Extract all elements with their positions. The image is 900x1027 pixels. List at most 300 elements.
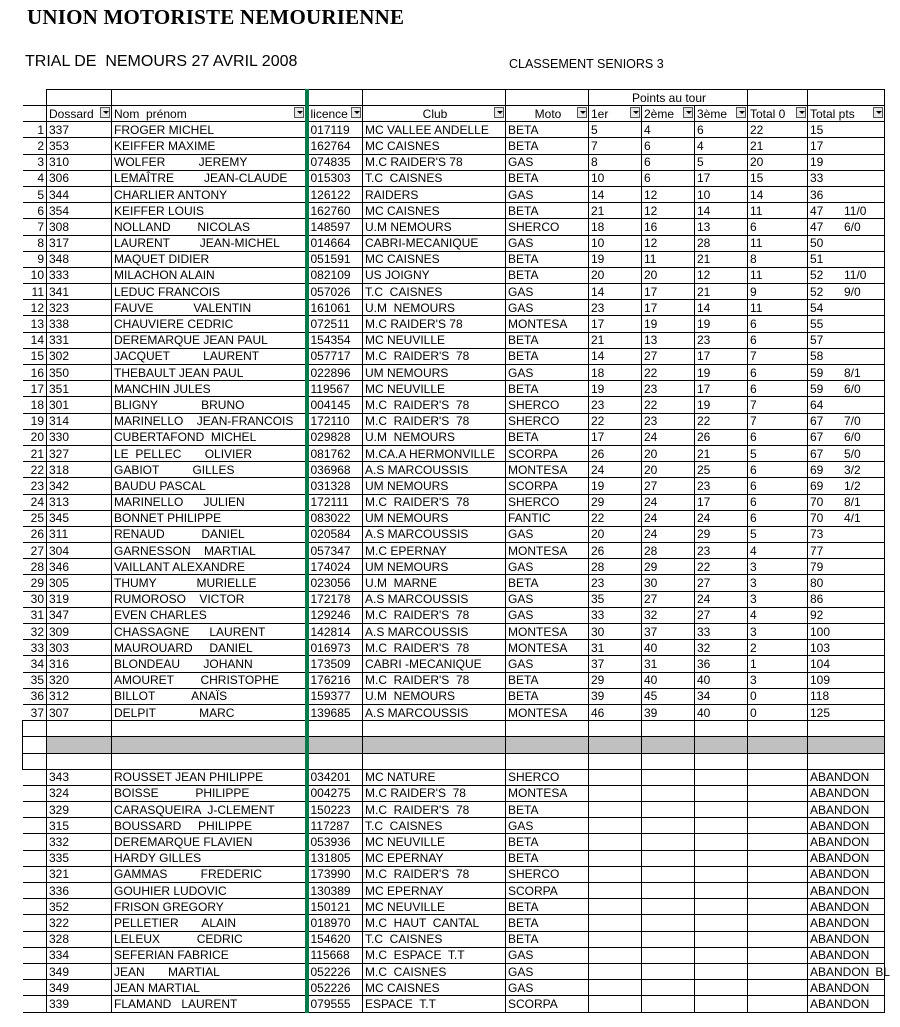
tour2-cell: 4 [642, 122, 695, 138]
tiebreak-value: 4/1 [844, 511, 861, 526]
total-pts-value: 80 [810, 576, 824, 591]
club-cell: UM NEMOURS [363, 365, 506, 381]
filter-dropdown-icon[interactable] [494, 107, 504, 118]
name-cell: BOISSE PHILIPPE [112, 785, 307, 801]
total0-cell [748, 980, 808, 996]
name-cell: MAQUET DIDIER [112, 251, 307, 267]
total0-cell: 4 [748, 543, 808, 559]
total0-cell: 3 [748, 624, 808, 640]
moto-cell: BETA [506, 203, 589, 219]
club-cell: MC VALLEE ANDELLE [363, 122, 506, 138]
dossard-cell: 347 [47, 607, 112, 623]
total-pts-cell [808, 397, 885, 413]
filter-dropdown-icon[interactable] [100, 107, 110, 118]
tour3-cell [695, 899, 748, 915]
total-pts-cell [808, 559, 885, 575]
tour2-cell: 19 [642, 316, 695, 332]
table-row [23, 688, 885, 704]
tour2-cell [642, 996, 695, 1012]
rank-cell [23, 834, 47, 850]
table-row [23, 365, 885, 381]
dossard-cell: 308 [47, 219, 112, 235]
total0-cell: 6 [748, 429, 808, 445]
tour1-cell: 17 [589, 429, 642, 445]
moto-cell: BETA [506, 122, 589, 138]
total0-cell [748, 769, 808, 785]
table-row [23, 154, 885, 170]
rank-cell [23, 931, 47, 947]
abandon-row [23, 899, 885, 915]
dossard-cell: 334 [47, 947, 112, 963]
licence-cell: 052226 [307, 980, 363, 996]
tour2-cell [642, 931, 695, 947]
rank-cell: 1 [23, 122, 47, 138]
tour3-cell: 40 [695, 704, 748, 720]
tour2-cell [642, 899, 695, 915]
table-row [23, 251, 885, 267]
tour2-cell: 45 [642, 688, 695, 704]
name-cell: RENAUD DANIEL [112, 526, 307, 542]
licence-cell: 172178 [307, 591, 363, 607]
club-cell: A.S MARCOUSSIS [363, 591, 506, 607]
licence-cell: 162764 [307, 138, 363, 154]
blank-row [23, 721, 885, 737]
dossard-cell: 343 [47, 769, 112, 785]
dossard-cell: 312 [47, 688, 112, 704]
tour1-cell [589, 866, 642, 882]
moto-cell: GAS [506, 607, 589, 623]
tour1-cell: 10 [589, 170, 642, 186]
status-cell: ABANDON [808, 915, 885, 931]
name-cell: MANCHIN JULES [112, 381, 307, 397]
name-cell: DEREMARQUE FLAVIEN [112, 834, 307, 850]
total-pts-cell [808, 154, 885, 170]
club-cell: T.C CAISNES [363, 818, 506, 834]
total0-cell [748, 915, 808, 931]
table-row [23, 429, 885, 445]
total-pts-value: 73 [810, 527, 824, 542]
tour3-cell: 25 [695, 462, 748, 478]
tour2-cell: 40 [642, 640, 695, 656]
table-row [23, 591, 885, 607]
total0-cell: 6 [748, 332, 808, 348]
rank-cell [23, 802, 47, 818]
licence-cell: 139685 [307, 704, 363, 720]
status-cell: ABANDON [808, 899, 885, 915]
tour1-cell: 23 [589, 300, 642, 316]
filter-dropdown-icon[interactable] [351, 107, 361, 118]
organization-title: UNION MOTORISTE NEMOURIENNE [27, 5, 405, 29]
moto-cell: BETA [506, 429, 589, 445]
moto-cell: SCORPA [506, 478, 589, 494]
rank-cell: 36 [23, 688, 47, 704]
total0-cell: 0 [748, 688, 808, 704]
name-cell: CHASSAGNE LAURENT [112, 624, 307, 640]
total0-cell: 6 [748, 462, 808, 478]
total-pts-cell [808, 656, 885, 672]
status-cell: ABANDON [808, 996, 885, 1012]
abandon-row [23, 947, 885, 963]
dossard-cell: 330 [47, 429, 112, 445]
tour1-cell: 28 [589, 559, 642, 575]
licence-cell: 023056 [307, 575, 363, 591]
filter-dropdown-icon[interactable] [683, 107, 693, 118]
total-pts-value: 50 [810, 236, 824, 251]
total-pts-value: 54 [810, 300, 824, 315]
status-cell: ABANDON [808, 769, 885, 785]
tour3-cell: 10 [695, 186, 748, 202]
licence-cell: 150121 [307, 899, 363, 915]
moto-cell: MONTESA [506, 316, 589, 332]
dossard-cell: 315 [47, 818, 112, 834]
dossard-cell: 341 [47, 284, 112, 300]
abandon-row [23, 850, 885, 866]
licence-cell: 142814 [307, 624, 363, 640]
tour3-cell: 17 [695, 170, 748, 186]
tour2-cell: 24 [642, 526, 695, 542]
club-cell: M.C RAIDER'S 78 [363, 154, 506, 170]
dossard-cell: 346 [47, 559, 112, 575]
rank-cell: 11 [23, 284, 47, 300]
tour2-cell: 13 [642, 332, 695, 348]
rank-cell: 22 [23, 462, 47, 478]
total0-cell: 3 [748, 559, 808, 575]
name-cell: GAMMAS FREDERIC [112, 866, 307, 882]
filter-dropdown-icon[interactable] [630, 107, 640, 118]
club-cell: M.C RAIDER'S 78 [363, 785, 506, 801]
tour3-cell [695, 963, 748, 979]
name-cell: BILLOT ANAÏS [112, 688, 307, 704]
rank-cell: 5 [23, 186, 47, 202]
club-cell: M.CA.A HERMONVILLE [363, 445, 506, 461]
total0-cell: 5 [748, 526, 808, 542]
name-cell: MILACHON ALAIN [112, 267, 307, 283]
licence-cell: 057717 [307, 348, 363, 364]
tour2-cell: 11 [642, 251, 695, 267]
filter-dropdown-icon[interactable] [736, 107, 746, 118]
dossard-cell: 321 [47, 866, 112, 882]
tour3-cell: 28 [695, 235, 748, 251]
name-cell: THUMY MURIELLE [112, 575, 307, 591]
tour1-cell [589, 802, 642, 818]
total0-cell [748, 866, 808, 882]
licence-cell: 154620 [307, 931, 363, 947]
abandon-row [23, 980, 885, 996]
licence-cell: 117287 [307, 818, 363, 834]
name-cell: LEMAÎTRE JEAN-CLAUDE [112, 170, 307, 186]
tiebreak-value: 8/1 [844, 495, 861, 510]
name-cell: MAUROUARD DANIEL [112, 640, 307, 656]
status-cell: ABANDON [808, 866, 885, 882]
tiebreak-value: 5/0 [844, 446, 861, 461]
col-total0-header: Total 0 [748, 106, 808, 122]
abandon-row [23, 818, 885, 834]
tour1-cell: 35 [589, 591, 642, 607]
abandon-row [23, 963, 885, 979]
status-cell: ABANDON [808, 947, 885, 963]
rank-cell: 27 [23, 543, 47, 559]
tour1-cell [589, 769, 642, 785]
rank-cell: 37 [23, 704, 47, 720]
tour3-cell: 17 [695, 348, 748, 364]
rank-cell: 28 [23, 559, 47, 575]
moto-cell: BETA [506, 850, 589, 866]
filter-dropdown-icon[interactable] [796, 107, 806, 118]
tour3-cell: 5 [695, 154, 748, 170]
moto-cell: GAS [506, 980, 589, 996]
licence-cell: 018970 [307, 915, 363, 931]
name-cell: THEBAULT JEAN PAUL [112, 365, 307, 381]
moto-cell: BETA [506, 267, 589, 283]
dossard-cell: 332 [47, 834, 112, 850]
tour1-cell [589, 850, 642, 866]
total-pts-cell [808, 494, 885, 510]
abandon-row [23, 866, 885, 882]
status-value: ABANDON [810, 964, 870, 979]
licence-cell: 161061 [307, 300, 363, 316]
total-pts-value: 47 [810, 203, 824, 218]
moto-cell: GAS [506, 947, 589, 963]
licence-cell: 004275 [307, 785, 363, 801]
total0-cell: 11 [748, 300, 808, 316]
dossard-cell: 336 [47, 883, 112, 899]
tour1-cell: 21 [589, 332, 642, 348]
moto-cell: MONTESA [506, 704, 589, 720]
status-note: BL [875, 964, 891, 979]
table-row [23, 624, 885, 640]
moto-cell: SHERCO [506, 397, 589, 413]
tour2-cell [642, 769, 695, 785]
total0-cell: 11 [748, 235, 808, 251]
table-row [23, 170, 885, 186]
tour1-cell [589, 996, 642, 1012]
moto-cell: BETA [506, 672, 589, 688]
club-cell: MC EPERNAY [363, 883, 506, 899]
total-pts-value: 59 [810, 365, 824, 380]
tour1-cell: 19 [589, 381, 642, 397]
club-cell: U.M NEMOURS [363, 219, 506, 235]
abandon-row [23, 915, 885, 931]
total0-cell: 3 [748, 591, 808, 607]
tour1-cell [589, 963, 642, 979]
licence-cell: 083022 [307, 510, 363, 526]
club-cell: CABRI-MECANIQUE [363, 235, 506, 251]
licence-cell: 072511 [307, 316, 363, 332]
table-row [23, 235, 885, 251]
tour3-cell [695, 947, 748, 963]
name-cell: JACQUET LAURENT [112, 348, 307, 364]
rank-cell: 19 [23, 413, 47, 429]
name-cell: CHAUVIERE CEDRIC [112, 316, 307, 332]
dossard-cell: 349 [47, 963, 112, 979]
moto-cell: BETA [506, 332, 589, 348]
club-cell: T.C CAISNES [363, 170, 506, 186]
rank-cell: 21 [23, 445, 47, 461]
licence-cell: 148597 [307, 219, 363, 235]
abandon-row [23, 802, 885, 818]
moto-cell: GAS [506, 559, 589, 575]
rank-cell [23, 769, 47, 785]
name-cell: FAUVE VALENTIN [112, 300, 307, 316]
club-cell: MC NATURE [363, 769, 506, 785]
moto-cell: GAS [506, 526, 589, 542]
club-cell: M.C HAUT CANTAL [363, 915, 506, 931]
total-pts-cell [808, 122, 885, 138]
moto-cell: FANTIC [506, 510, 589, 526]
licence-cell: 034201 [307, 769, 363, 785]
total-pts-value: 52 [810, 284, 824, 299]
club-cell: M.C RAIDER'S 78 [363, 866, 506, 882]
rank-cell: 9 [23, 251, 47, 267]
total0-cell: 11 [748, 267, 808, 283]
table-row [23, 413, 885, 429]
club-cell: MC CAISNES [363, 203, 506, 219]
filter-dropdown-icon[interactable] [294, 107, 304, 118]
moto-cell: SCORPA [506, 445, 589, 461]
moto-cell: MONTESA [506, 624, 589, 640]
moto-cell: SHERCO [506, 866, 589, 882]
club-cell: MC NEUVILLE [363, 899, 506, 915]
tour1-cell: 10 [589, 235, 642, 251]
total-pts-value: 67 [810, 414, 824, 429]
licence-cell: 020584 [307, 526, 363, 542]
tour1-cell: 8 [589, 154, 642, 170]
total-pts-value: 36 [810, 187, 824, 202]
rank-cell [23, 850, 47, 866]
total-pts-cell [808, 300, 885, 316]
dossard-cell: 317 [47, 235, 112, 251]
name-cell: SEFERIAN FABRICE [112, 947, 307, 963]
moto-cell: GAS [506, 591, 589, 607]
tour1-cell: 21 [589, 203, 642, 219]
dossard-cell: 349 [47, 980, 112, 996]
total-pts-cell [808, 348, 885, 364]
table-row [23, 445, 885, 461]
filter-dropdown-icon[interactable] [873, 107, 883, 118]
licence-cell: 016973 [307, 640, 363, 656]
moto-cell: GAS [506, 186, 589, 202]
total0-cell: 3 [748, 672, 808, 688]
moto-cell: GAS [506, 154, 589, 170]
licence-cell: 057347 [307, 543, 363, 559]
rank-cell: 4 [23, 170, 47, 186]
tour3-cell: 19 [695, 397, 748, 413]
rank-cell: 15 [23, 348, 47, 364]
tour2-cell: 37 [642, 624, 695, 640]
total0-cell: 5 [748, 445, 808, 461]
rank-cell: 32 [23, 624, 47, 640]
total-pts-value: 92 [810, 608, 824, 623]
licence-cell: 057026 [307, 284, 363, 300]
filter-dropdown-icon[interactable] [577, 107, 587, 118]
column-header-row [23, 106, 885, 122]
rank-cell: 6 [23, 203, 47, 219]
moto-cell: GAS [506, 818, 589, 834]
tour2-cell: 22 [642, 365, 695, 381]
tour3-cell [695, 915, 748, 931]
tour2-cell [642, 883, 695, 899]
tour2-cell: 32 [642, 607, 695, 623]
tour3-cell: 23 [695, 332, 748, 348]
tour3-cell: 27 [695, 607, 748, 623]
licence-cell: 131805 [307, 850, 363, 866]
tour2-cell [642, 980, 695, 996]
club-cell: U.M NEMOURS [363, 300, 506, 316]
total-pts-cell [808, 203, 885, 219]
tour1-cell: 26 [589, 543, 642, 559]
name-cell: CHARLIER ANTONY [112, 186, 307, 202]
dossard-cell: 348 [47, 251, 112, 267]
tour3-cell: 21 [695, 445, 748, 461]
dossard-cell: 323 [47, 300, 112, 316]
total-pts-value: 52 [810, 268, 824, 283]
rank-cell [23, 996, 47, 1012]
tour1-cell [589, 947, 642, 963]
dossard-cell: 329 [47, 802, 112, 818]
dossard-cell: 352 [47, 899, 112, 915]
tour1-cell: 29 [589, 672, 642, 688]
tour2-cell [642, 818, 695, 834]
table-row [23, 575, 885, 591]
tour1-cell: 7 [589, 138, 642, 154]
tour1-cell: 14 [589, 348, 642, 364]
rank-cell: 24 [23, 494, 47, 510]
tour1-cell [589, 899, 642, 915]
tour3-cell: 22 [695, 559, 748, 575]
total-pts-cell [808, 235, 885, 251]
table-row [23, 219, 885, 235]
tour1-cell: 17 [589, 316, 642, 332]
dossard-cell: 303 [47, 640, 112, 656]
rank-cell [23, 915, 47, 931]
moto-cell: MONTESA [506, 543, 589, 559]
moto-cell: BETA [506, 802, 589, 818]
status-cell: ABANDON [808, 834, 885, 850]
club-cell: U.M NEMOURS [363, 688, 506, 704]
tour3-cell: 24 [695, 591, 748, 607]
name-cell: GARNESSON MARTIAL [112, 543, 307, 559]
moto-cell: GAS [506, 300, 589, 316]
status-cell: ABANDON [808, 850, 885, 866]
total-pts-value: 57 [810, 333, 824, 348]
rank-cell: 33 [23, 640, 47, 656]
tour2-cell: 6 [642, 154, 695, 170]
rank-cell: 26 [23, 526, 47, 542]
rank-cell: 12 [23, 300, 47, 316]
col-dossard-header: Dossard [47, 106, 112, 122]
total-pts-value: 19 [810, 155, 824, 170]
club-cell: M.C ESPACE T.T [363, 947, 506, 963]
total-pts-cell [808, 688, 885, 704]
table-row [23, 300, 885, 316]
tour3-cell [695, 785, 748, 801]
dossard-cell: 311 [47, 526, 112, 542]
dossard-cell: 305 [47, 575, 112, 591]
name-cell: PELLETIER ALAIN [112, 915, 307, 931]
total0-cell: 7 [748, 413, 808, 429]
rank-cell: 34 [23, 656, 47, 672]
tour1-cell [589, 915, 642, 931]
total0-cell: 3 [748, 575, 808, 591]
tour2-cell [642, 866, 695, 882]
rank-cell: 17 [23, 381, 47, 397]
dossard-cell: 338 [47, 316, 112, 332]
tour3-cell [695, 883, 748, 899]
tour1-cell [589, 818, 642, 834]
name-cell: JEAN MARTIAL [112, 963, 307, 979]
club-cell: MC NEUVILLE [363, 834, 506, 850]
total-pts-value: 70 [810, 511, 824, 526]
